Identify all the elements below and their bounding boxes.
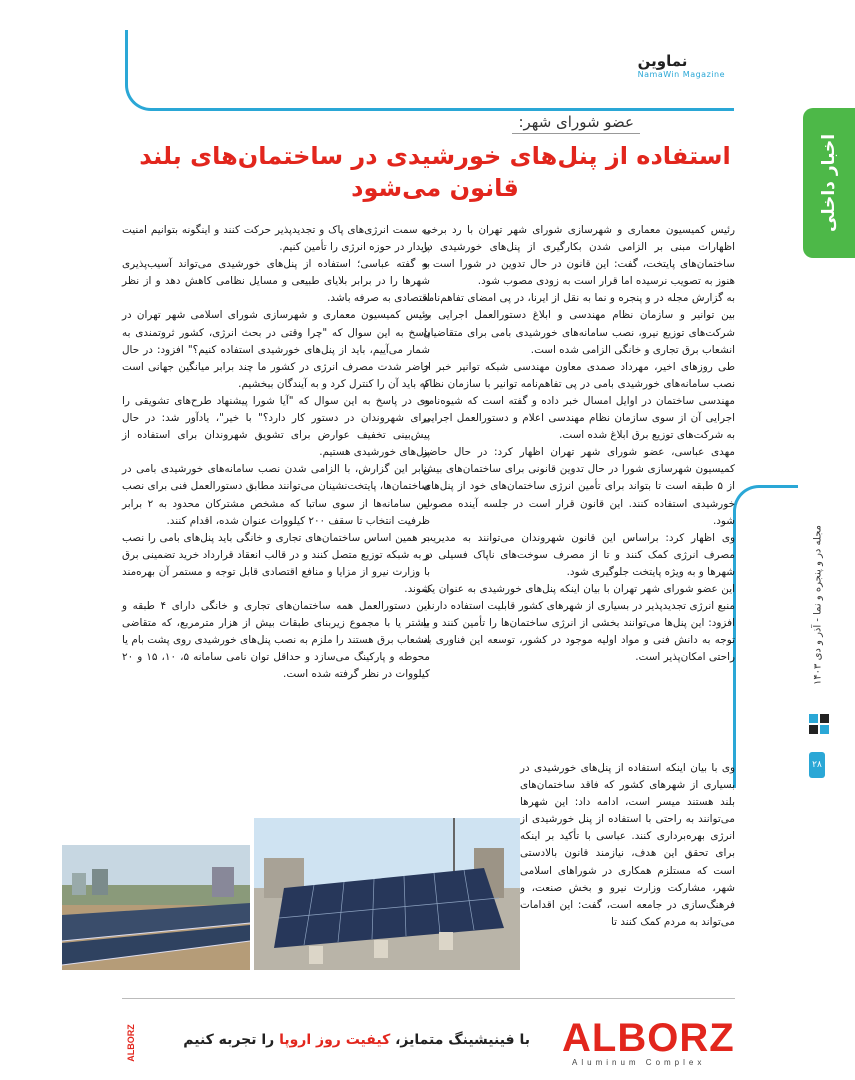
- logo-text-fa: نماوین: [637, 52, 688, 70]
- paragraph: به سمت انرژی‌های پاک و تجدیدپذیر حرکت کنند و اینگونه بتوانیم امنیت پایدار در حوزه انرژی را تأمین کنیم.: [122, 224, 430, 254]
- article-column-left: [122, 222, 430, 684]
- page-number: ۲۸: [809, 752, 825, 778]
- vertical-brand-mark: [124, 1015, 138, 1071]
- article-kicker: عضو شورای شهر:: [512, 113, 640, 134]
- alborz-subtitle: Aluminum Complex: [572, 1058, 706, 1067]
- logo-text-en: NamaWin Magazine: [637, 70, 725, 79]
- paragraph: به گزارش مجله در و پنجره و نما به نقل از ایرنا، در پی امضای تفاهم‌نامه بین توانیر و سازمان نظام مهندسی و ابلاغ دستورالعمل اجرایی به شرکت‌های توزیع نیرو، نصب سامانه‌های خورشیدی بامی برای متقاضیان انشعاب برق تجاری و خانگی الزامی شده است.: [423, 292, 735, 356]
- slogan-part-2: را تجربه کنیم: [183, 1032, 275, 1048]
- slogan-part-1: با فینیشینگ متمایز،: [395, 1032, 530, 1048]
- paragraph: رئیس کمیسیون معماری و شهرسازی شورای اسلامی شهر تهران در پاسخ به این سوال که "چرا وقتی در بحث انرژی، کشور ثروتمندی به شمار می‌آییم، باید از پنل‌های خورشیدی استفاده کنیم؟" افزود: در حال حاضر شدت مصرف انرژی در کشور ما چند برابر میانگین جهانی است که باید آن را کنترل کرد و به آیندگان ببخشیم.: [122, 309, 430, 390]
- article-column-right: [423, 222, 735, 666]
- ad-slogan: [183, 1032, 530, 1048]
- paragraph: رئیس کمیسیون معماری و شهرسازی شورای شهر تهران با رد برخی اظهارات مبنی بر الزامی شدن بکارگیری از پنل‌های خورشیدی در ساختمان‌های پایتخت، گفت: این قانون در حال تدوین در شورا است و هنوز به تصویب نرسیده اما قرار است به زودی مصوب شود.: [423, 224, 735, 288]
- vertical-brand-text: ALBORZ: [126, 1024, 136, 1062]
- paragraph: این دستورالعمل همه ساختمان‌های تجاری و خانگی دارای ۴ طبقه و بیشتر یا با مجموع زیربنای طبقات بیش از هزار مترمربع، که متقاضی انشعاب برق هستند را ملزم به نصب پنل‌های خورشیدی روی پشت بام یا محوطه و پارکینگ می‌سازد و حداقل توان نامی سامانه ۵، ۱۰، ۱۵ و ۲۰ کیلووات در نظر گرفته شده است.: [122, 600, 430, 681]
- section-tab: [803, 108, 855, 258]
- paragraph: وی با بیان اینکه استفاده از پنل‌های خورشیدی در بسیاری از شهرهای کشور که فاقد ساختمان‌های بلند هستند میسر است، ادامه داد: این شهرها می‌توانند به راحتی با استفاده از پنل خورشیدی از انرژی بهره‌برداری کنند. عباسی با تأکید بر اینکه برای تحقق این هدف، نیازمند قانون بالادستی است که مستلزم همکاری در شوراهای اسلامی شهر، مشارکت وزارت نیرو و بخش صنعت، و فرهنگ‌سازی در جامعه است، گفت: این اقدامات می‌تواند به مردم کمک کنند تا: [520, 762, 735, 928]
- paragraph: بنابر این گزارش، با الزامی شدن نصب سامانه‌های خورشیدی بامی در ساختمان‌ها، پایتخت‌نشینان می‌توانند مطابق دستورالعمل فنی برای نصب این سامانه‌ها از سوی ساتبا که مشخص مشترکان محدود به ۲ برابر ظرفیت انتخاب تا سقف ۲۰۰ کیلووات عنوان شده، اقدام کنند.: [122, 463, 430, 527]
- magazine-logo: [638, 52, 725, 79]
- section-tab-label: اخبار داخلی: [819, 133, 839, 233]
- paragraph: طی روزهای اخیر، مهرداد صمدی معاون مهندسی شبکه توانیر خبر از نصب سامانه‌های خورشیدی بامی در پی تفاهم‌نامه توانیر با سازمان نظام مهندسی ساختمان در اوایل امسال خبر داده و گفته است که شیوه‌نامه اجرایی آن از سوی سازمان نظام مهندسی اعلام و دستورالعمل اجرایی به شرکت‌های توزیع برق ابلاغ شده است.: [423, 360, 735, 442]
- paragraph: این عضو شورای شهر تهران با بیان اینکه پنل‌های خورشیدی به عنوان یک منبع انرژی تجدیدپذیر در بسیاری از شهرهای کشور قابلیت استفاده دارند، افزود: این پنل‌ها می‌توانند بخشی از انرژی ساختمان‌ها را تأمین کنند و با توجه به دانش فنی و مواد اولیه موجود در کشور، توسعه این فناوری به راحتی امکان‌پذیر است.: [423, 582, 735, 664]
- issue-info: [803, 500, 833, 710]
- paragraph: مهدی عباسی، عضو شورای شهر تهران اظهار کرد: در حال حاضر کمیسیون شهرسازی شورا در حال تدوین قانونی برای ساختمان‌های بیش از ۵ طبقه است تا بتواند برای تأمین انرژی ساختمان‌های خود از پنل‌های خورشیدی استفاده کنند. این قانون قرار است در جلسه آینده مصوب شود.: [423, 446, 735, 527]
- paragraph: به گفته عباسی؛ استفاده از پنل‌های خورشیدی می‌تواند آسیب‌پذیری شهرها را در برابر بلایای طبیعی و مسایل نظامی کاهش دهد و از نظر اقتصادی به صرفه باشد.: [122, 258, 430, 305]
- article-headline: استفاده از پنل‌های خورشیدی در ساختمان‌های بلند قانون می‌شود: [139, 142, 731, 202]
- magazine-mark-icon: [807, 712, 831, 736]
- paragraph: وی در پاسخ به این سوال که "آیا شورا پیشنهاد طرح‌های تشویقی را برای شهروندان در دستور کار دارد؟" با خیر"، یادآور شد: در حال پیش‌بینی تخفیف عوارض برای تشویق شهروندان برای استفاده از پنل‌های خورشیدی هستیم.: [122, 394, 430, 459]
- slogan-highlight: کیفیت روز اروپا: [279, 1032, 391, 1048]
- paragraph: وی اظهار کرد: براساس این قانون شهروندان می‌توانند به مدیریت مصرف انرژی کمک کنند و تا از مصرف سوخت‌های ناپاک فسیلی در شهرها و به ویژه پایتخت جلوگیری شود.: [423, 531, 735, 578]
- paragraph: بر همین اساس ساختمان‌های تجاری و خانگی باید پنل‌های بامی را نصب و به شبکه توزیع متصل کنند و در قالب انعقاد قرارداد خرید تضمینی برق با وزارت نیرو از مزایا و منافع اقتصادی قابل توجه و مستمر آن بهره‌مند شوند.: [122, 531, 430, 595]
- footer-divider: [122, 998, 735, 999]
- side-frame-line: [733, 485, 798, 788]
- article-column-right-lower: [520, 760, 735, 931]
- issue-info-text: مجله در و پنجره و نما - آذر و دی ۱۴۰۳: [812, 524, 824, 686]
- solar-farm-photo: [62, 845, 250, 970]
- rooftop-solar-photo: [254, 818, 520, 970]
- alborz-logo: ALBORZ: [562, 1016, 735, 1060]
